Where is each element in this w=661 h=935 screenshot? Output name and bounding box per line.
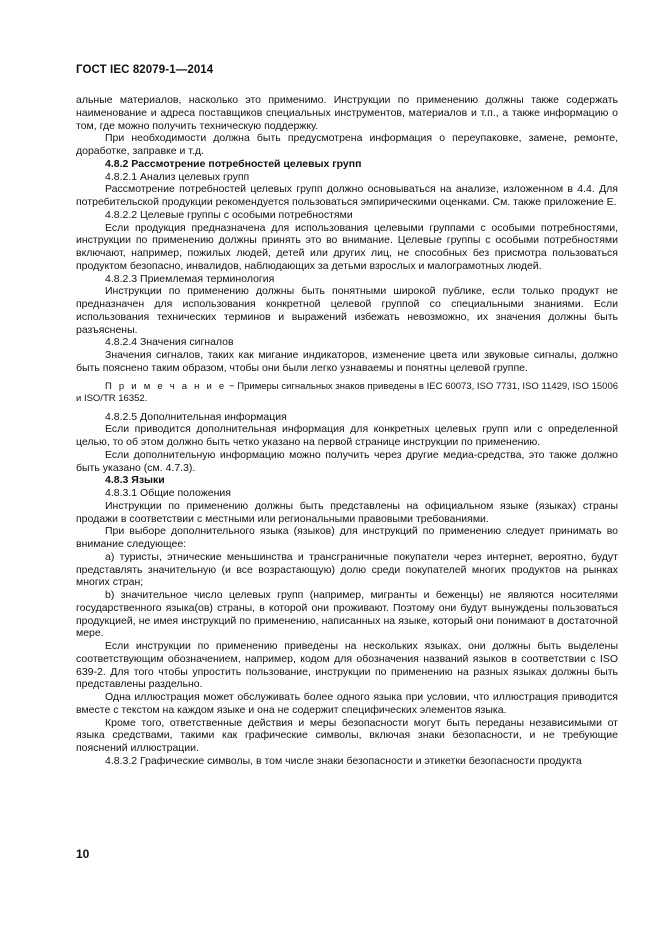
paragraph: Одна иллюстрация может обслуживать более одного языка при условии, что иллюстрация приводится вместе с текстом на каждом языке и она не содержит специфических элементов языка. xyxy=(76,691,618,716)
paragraph: При выборе дополнительного языка (языков) для инструкций по применению следует принимать во внимание следующее: xyxy=(76,525,618,550)
subsection-heading: 4.8.3.2 Графические символы, в том числе знаки безопасности и этикетки безопасности продукта xyxy=(105,754,582,767)
paragraph: Рассмотрение потребностей целевых групп должно основываться на анализе, изложенном в 4.4. Для потребительской продукции рекомендуется пользоваться эмпирическими оценками. См. также приложение Е. xyxy=(76,183,618,208)
list-item: а) туристы, этнические меньшинства и трансграничные покупатели через интернет, вероятно, будут представлять значительную (и все возрастающую) долю среди покупателей многих продуктов на рынках многих стран; xyxy=(76,550,618,589)
document-body xyxy=(76,94,618,768)
note xyxy=(76,381,618,405)
page-number: 10 xyxy=(76,847,90,861)
paragraph: альные материалов, насколько это применимо. Инструкции по применению должны также содержать наименование и адреса поставщиков специальных инструментов, материалов и т.п., а также информацию о том, где можно получить техническую поддержку. xyxy=(76,94,618,132)
section-heading: 4.8.2 Рассмотрение потребностей целевых групп xyxy=(105,157,362,170)
subsection-heading: 4.8.2.3 Приемлемая терминология xyxy=(105,272,275,285)
list-item: b) значительное число целевых групп (например, мигранты и беженцы) не являются носителями государственного языка(ов) страны, в которой они проживают. Поэтому они будут вынуждены пользоваться продукцией, не имея инструкций по применению, написанных на языке, который они понимают в достаточной мере. xyxy=(76,589,618,640)
paragraph: Значения сигналов, таких как мигание индикаторов, изменение цвета или звуковые сигналы, должно быть пояснено таким образом, чтобы они были легко узнаваемы и понятны целевой группе. xyxy=(76,349,618,374)
paragraph: Инструкции по применению должны быть понятными широкой публике, если только продукт не предназначен для использования конкретной целевой группой со специальными знаниями. Если использования технических терминов и выражений избежать невозможно, их значения должны быть разъяснены. xyxy=(76,285,618,336)
subsection-heading: 4.8.2.4 Значения сигналов xyxy=(105,336,234,349)
subsection-heading: 4.8.2.2 Целевые группы с особыми потребностями xyxy=(105,208,353,221)
note-text: − Примеры сигнальных знаков приведены в IEC 60073, ISO 7731, ISO 11429, ISO 15006 и ISO/TR 16352. xyxy=(76,380,619,404)
note-label: П р и м е ч а н и е xyxy=(105,380,227,392)
subsection-heading: 4.8.3.1 Общие положения xyxy=(105,487,231,499)
paragraph: Если приводится дополнительная информация для конкретных целевых групп или с определенной целью, то об этом должно быть четко указано на первой странице инструкции по применению. xyxy=(76,423,618,448)
subsection-heading: 4.8.2.5 Дополнительная информация xyxy=(105,410,287,423)
paragraph: Если продукция предназначена для использования целевыми группами с особыми потребностями, инструкции по применению должны принять это во внимание. Целевые группы с особыми потребностями включают, например, пожилых людей, детей или других лиц, не способных без присмотра пользоваться продуктом безопасно, инвалидов, наблюдающих за детьми взрослых и малограмотных людей. xyxy=(76,221,618,272)
paragraph: Если инструкции по применению приведены на нескольких языках, они должны быть выделены соответствующим обозначением, например, кодом для обозначения названий языков в соответствии с ISO 639-2. Для того чтобы упростить пользование, инструкции по применению на разных языках должны быть представлены раздельно. xyxy=(76,640,618,691)
paragraph: Кроме того, ответственные действия и меры безопасности могут быть переданы независимыми от языка средствами, такими как графические символы, включая знаки безопасности, и не требующие пояснений иллюстрации. xyxy=(76,716,618,754)
paragraph: Если дополнительную информацию можно получить через другие медиа-средства, это также должно быть указано (см. 4.7.3). xyxy=(76,448,618,474)
section-heading: 4.8.3 Языки xyxy=(105,474,165,487)
paragraph: Инструкции по применению должны быть представлены на официальном языке (языках) страны продажи в соответствии с местными или региональными правовыми требованиями. xyxy=(76,499,618,525)
document-header: ГОСТ IEC 82079-1—2014 xyxy=(76,64,214,76)
subsection-heading: 4.8.2.1 Анализ целевых групп xyxy=(105,170,250,183)
paragraph: При необходимости должна быть предусмотрена информация о переупаковке, замене, ремонте, доработке, заправке и т.д. xyxy=(76,132,618,157)
